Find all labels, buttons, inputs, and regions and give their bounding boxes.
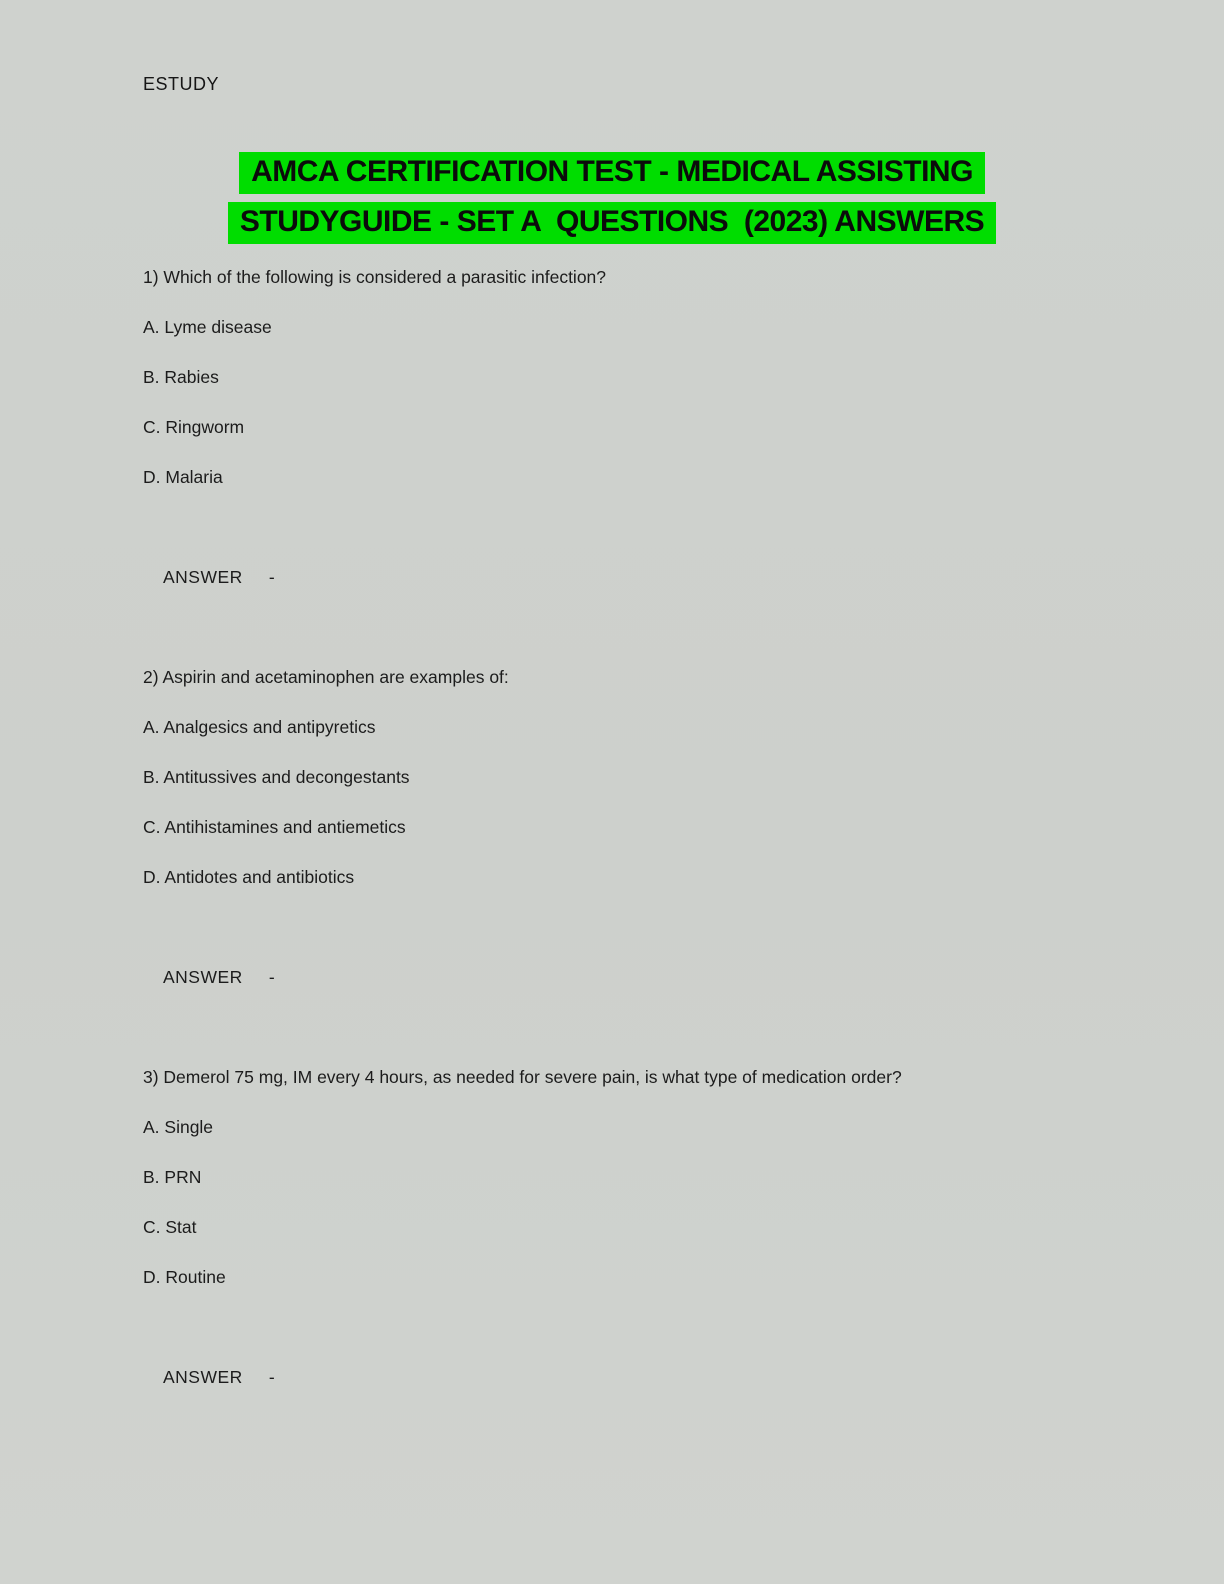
- question-block-3: [143, 1052, 1144, 1402]
- document-title: [0, 152, 1224, 244]
- answer-line: [143, 1352, 1144, 1402]
- answer-label: ANSWER: [163, 1367, 243, 1387]
- answer-dash: -: [268, 1367, 276, 1387]
- option-c: C. Antihistamines and antiemetics: [143, 817, 406, 837]
- questions-list: [143, 252, 1144, 1402]
- option-b: B. PRN: [143, 1167, 202, 1187]
- answer-dash: -: [268, 567, 276, 587]
- option-d: D. Routine: [143, 1267, 226, 1287]
- option-a: A. Lyme disease: [143, 317, 272, 337]
- answer-dash: -: [268, 967, 276, 987]
- answer-line: [143, 552, 1144, 602]
- answer-label: ANSWER: [163, 967, 243, 987]
- question-text: 1) Which of the following is considered a parasitic infection?: [143, 267, 607, 287]
- question-text: 2) Aspirin and acetaminophen are examples of:: [143, 667, 509, 687]
- title-line-2: [0, 202, 1224, 244]
- option-a: A. Analgesics and antipyretics: [143, 717, 376, 737]
- question-block-2: [143, 652, 1144, 1002]
- answer-line: [143, 952, 1144, 1002]
- option-c: C. Stat: [143, 1217, 197, 1237]
- question-block-1: [143, 252, 1144, 602]
- watermark-estudy: ESTUDY: [143, 74, 220, 94]
- title-line-1: [0, 152, 1224, 194]
- option-d: D. Antidotes and antibiotics: [143, 867, 355, 887]
- option-b: B. Antitussives and decongestants: [143, 767, 410, 787]
- option-b: B. Rabies: [143, 367, 219, 387]
- option-a: A. Single: [143, 1117, 214, 1137]
- option-c: C. Ringworm: [143, 417, 245, 437]
- title-line-1-text: AMCA CERTIFICATION TEST - MEDICAL ASSISTING: [239, 152, 985, 194]
- option-d: D. Malaria: [143, 467, 223, 487]
- question-text: 3) Demerol 75 mg, IM every 4 hours, as needed for severe pain, is what type of medication order?: [143, 1067, 902, 1087]
- title-line-2-text: STUDYGUIDE - SET A QUESTIONS (2023) ANSWERS: [228, 202, 996, 244]
- answer-label: ANSWER: [163, 567, 243, 587]
